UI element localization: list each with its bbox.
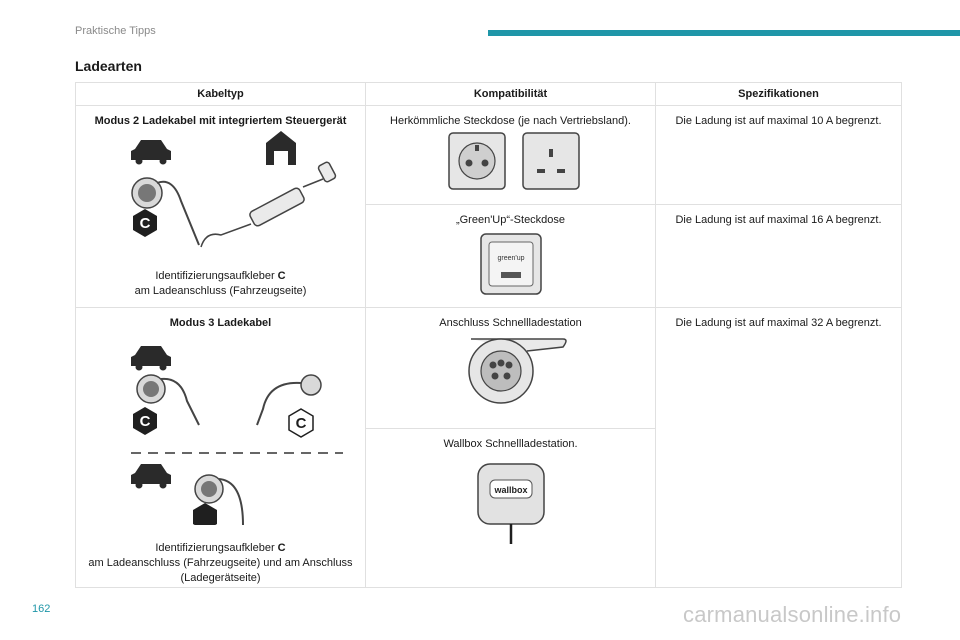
mode3-caption: [77, 525, 364, 586]
mode3-caption-text: Identifizierungsaufkleber: [155, 542, 278, 554]
mode2-title: Modus 2 Ladekabel mit integriertem Steuergerät: [94, 115, 347, 127]
wallbox-illustration: [466, 450, 556, 550]
mode2-cable-cell: [76, 106, 366, 308]
table-row: [76, 106, 902, 205]
sticker-c-label: C: [139, 215, 150, 232]
sticker-c-icon: [133, 407, 157, 435]
mode2-spec-2: Die Ladung ist auf maximal 16 A begrenzt.: [675, 214, 882, 226]
mode2-compat-cell-2: [366, 205, 656, 308]
mode2-compat-2: „Green'Up“-Steckdose: [455, 214, 566, 226]
sticker-c-outline-icon: [289, 409, 313, 437]
socket-type-e-icon: [449, 133, 505, 189]
header-accent-bar: [488, 30, 960, 36]
mode2-spec-cell-2: [656, 205, 902, 308]
wallbox-label: wallbox: [493, 485, 528, 496]
mode2-caption-text: Identifizierungsaufkleber: [155, 270, 278, 282]
watermark: carmanualsonline.info: [683, 602, 902, 627]
mode3-cable-illustration: [91, 329, 351, 525]
charging-modes-table: [75, 82, 902, 588]
mode3-compat-2: Wallbox Schnellladestation.: [443, 438, 578, 451]
type2-socket-icon: [469, 339, 566, 403]
table-row: [76, 308, 902, 429]
control-box-icon: [248, 187, 305, 227]
mode2-caption-label: C: [277, 270, 286, 282]
header-section-name: Praktische Tipps: [75, 25, 156, 37]
mode3-compat-cell-1: [366, 308, 656, 429]
mode3-cable-cell: [76, 308, 366, 588]
mode3-title: Modus 3 Ladekabel: [169, 317, 272, 329]
mode2-cable-illustration: [91, 127, 351, 255]
mode2-caption: [77, 255, 364, 299]
car-icon: [131, 140, 171, 165]
house-icon: [266, 131, 296, 165]
mode2-spec-1: Die Ladung ist auf maximal 10 A begrenzt.: [675, 115, 882, 127]
socket-type-g-icon: [523, 133, 579, 189]
sticker-c-label: C: [139, 413, 150, 430]
car-icon: [131, 464, 171, 489]
household-sockets-illustration: [431, 127, 591, 191]
column-header-spezifikationen: Spezifikationen: [656, 83, 902, 106]
wall-plug-icon: [303, 161, 337, 187]
mode2-compat-1: Herkömmliche Steckdose (je nach Vertriebsland).: [390, 115, 631, 127]
sticker-c-icon: [133, 209, 157, 237]
mode3-spec-cell: [656, 308, 902, 588]
mode3-compat-1: Anschluss Schnellladestation: [439, 317, 582, 329]
sticker-c-outline-label: C: [295, 415, 306, 432]
sticker-c-icon: [193, 503, 217, 525]
mode3-caption-text-end: am Ladeanschluss (Fahrzeugseite) und am Anschluss (Ladegerätseite): [88, 557, 353, 584]
column-header-kompatibilitaet: Kompatibilität: [366, 83, 656, 106]
greenup-label: green'up: [496, 255, 525, 262]
greenup-socket-illustration: [471, 226, 551, 298]
mode2-compat-cell-1: [366, 106, 656, 205]
column-header-kabeltyp: Kabeltyp: [76, 83, 366, 106]
cable-line: [201, 224, 251, 247]
mode3-compat-cell-2: [366, 429, 656, 588]
page-title: Ladearten: [75, 58, 142, 74]
car-icon: [131, 346, 171, 371]
page-number: 162: [32, 603, 51, 615]
wallbox-icon: [478, 464, 544, 544]
greenup-socket-icon: [481, 234, 541, 294]
mode3-caption-label: C: [277, 542, 286, 554]
mode3-spec: Die Ladung ist auf maximal 32 A begrenzt.: [675, 317, 882, 329]
table-header-row: [76, 83, 902, 106]
mode2-caption-text-end: am Ladeanschluss (Fahrzeugseite): [134, 285, 307, 297]
mode2-spec-cell-1: [656, 106, 902, 205]
fast-charge-socket-illustration: [451, 329, 571, 409]
